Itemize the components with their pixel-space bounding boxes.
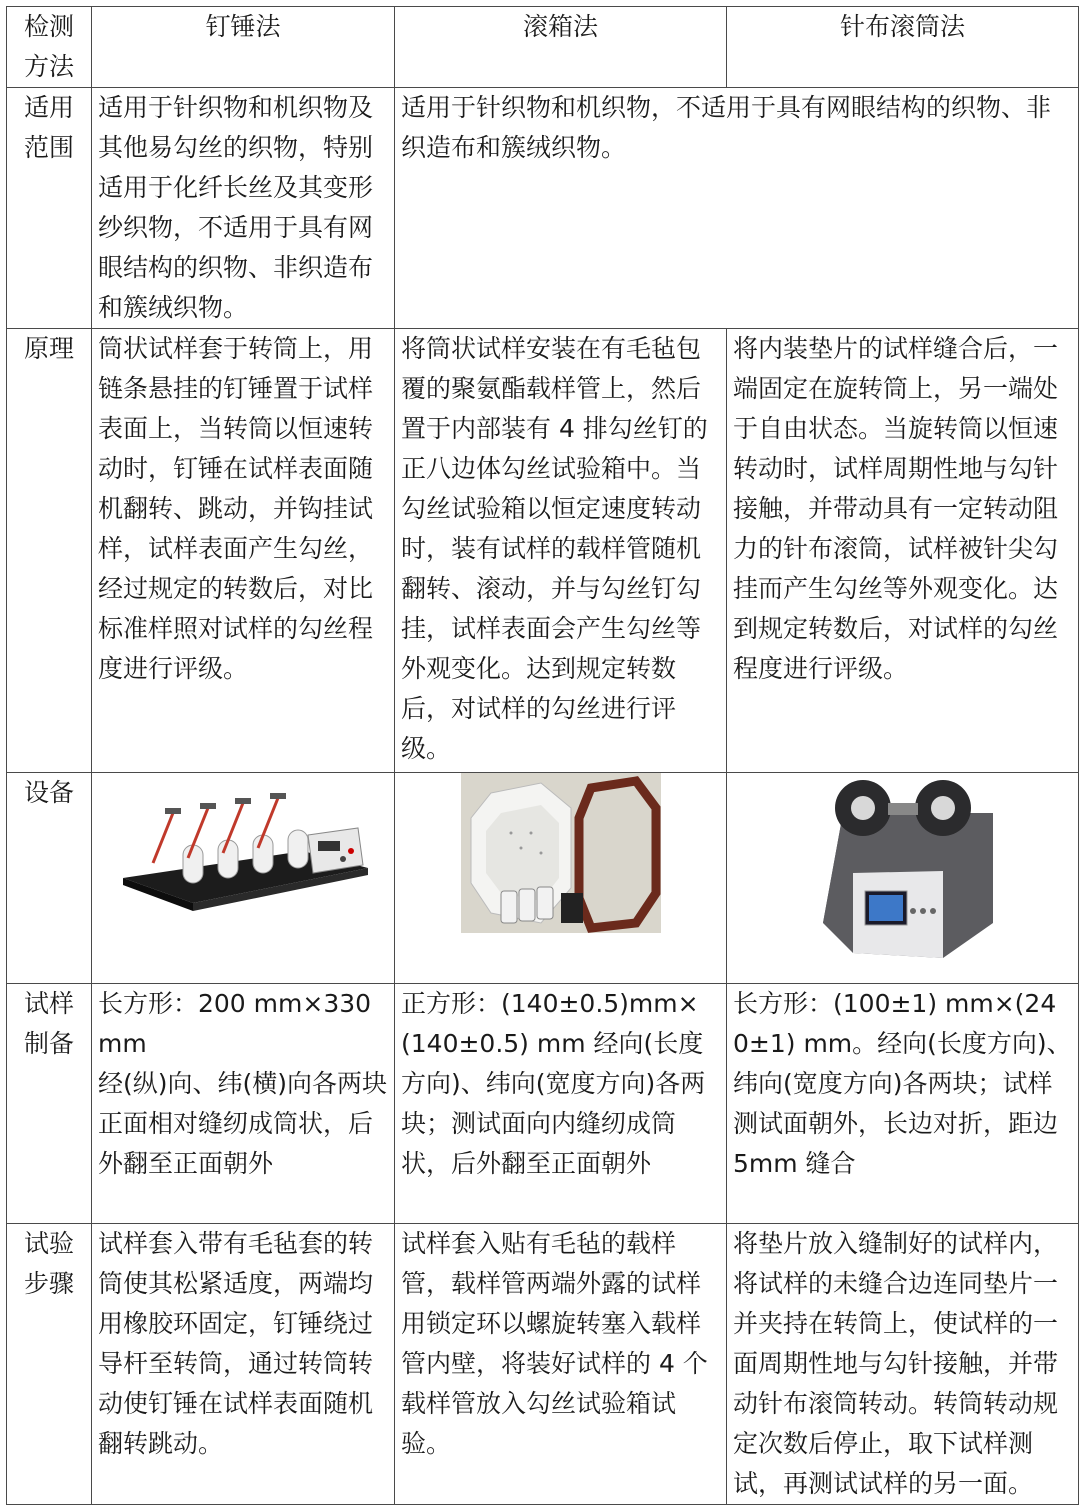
procedure-drum: 将垫片放入缝制好的试样内，将试样的未缝合边连同垫片一并夹持在转筒上，使试样的一面周期性地与勾针接触，并带动针布滚筒转动。转筒转动规定次数后停止，取下试样测试，再测试试样的另一面。 — [727, 1224, 1079, 1505]
scope-hammer: 适用于针织物和机织物及其他易勾丝的织物，特别适用于化纤长丝及其变形纱织物，不适用于具有网眼结构的织物、非织造布和簇绒织物。 — [92, 88, 395, 329]
col-header-hammer: 钉锤法 — [92, 7, 395, 88]
principle-box: 将筒状试样安装在有毛毡包覆的聚氨酯载样管上，然后置于内部装有 4 排勾丝钉的正八边体勾丝试验箱中。当勾丝试验箱以恒定速度转动时，装有试样的载样管随机翻转、滚动，并与勾丝钉勾挂，试样表面会产生勾丝等外观变化。达到规定转数后，对试样的勾丝进行评级。 — [395, 329, 727, 773]
principle-row — [7, 329, 1079, 773]
sample-prep-hammer: 长方形：200 mm×330 mm 经(纵)向、纬(横)向各两块 正面相对缝纫成筒状，后外翻至正面朝外 — [92, 984, 395, 1224]
header-row — [7, 7, 1079, 88]
equipment-box-cell — [395, 773, 727, 984]
hammer-tester-icon — [113, 773, 373, 913]
sample-prep-row — [7, 984, 1079, 1224]
corner-header: 检测 方法 — [7, 7, 92, 88]
row-label-procedure: 试验 步骤 — [7, 1224, 92, 1505]
principle-drum: 将内装垫片的试样缝合后，一端固定在旋转筒上，另一端处于自由状态。当旋转筒以恒速转动时，试样周期性地与勾针接触，并带动具有一定转动阻力的针布滚筒，试样被针尖勾挂而产生勾丝等外观变化。达到规定转数后，对试样的勾丝程度进行评级。 — [727, 329, 1079, 773]
row-label-equipment: 设备 — [7, 773, 92, 984]
scope-row — [7, 88, 1079, 329]
sample-prep-box: 正方形：(140±0.5)mm×(140±0.5) mm 经向(长度方向)、纬向(宽度方向)各两块；测试面向内缝纫成筒状，后外翻至正面朝外 — [395, 984, 727, 1224]
procedure-hammer: 试样套入带有毛毡套的转筒使其松紧适度，两端均用橡胶环固定，钉锤绕过导杆至转筒，通过转筒转动使钉锤在试样表面随机翻转跳动。 — [92, 1224, 395, 1505]
procedure-row — [7, 1224, 1079, 1505]
equipment-hammer-cell — [92, 773, 395, 984]
col-header-box: 滚箱法 — [395, 7, 727, 88]
sample-prep-drum: 长方形：(100±1) mm×(240±1) mm。经向(长度方向)、纬向(宽度方向)各两块；试样测试面朝外，长边对折，距边5mm 缝合 — [727, 984, 1079, 1224]
col-header-drum: 针布滚筒法 — [727, 7, 1079, 88]
row-label-scope: 适用 范围 — [7, 88, 92, 329]
row-label-sample-prep: 试样 制备 — [7, 984, 92, 1224]
octagon-box-tester-icon — [461, 773, 661, 933]
row-label-principle: 原理 — [7, 329, 92, 773]
procedure-box: 试样套入贴有毛毡的载样管，载样管两端外露的试样用锁定环以螺旋转塞入载样管内壁，将装好试样的 4 个载样管放入勾丝试验箱试验。 — [395, 1224, 727, 1505]
scope-box-drum: 适用于针织物和机织物，不适用于具有网眼结构的织物、非织造布和簇绒织物。 — [395, 88, 1079, 329]
principle-hammer: 筒状试样套于转筒上，用链条悬挂的钉锤置于试样表面上，当转筒以恒速转动时，钉锤在试样表面随机翻转、跳动，并钩挂试样，试样表面产生勾丝，经过规定的转数后，对比标准样照对试样的勾丝程度进行评级。 — [92, 329, 395, 773]
equipment-drum-cell — [727, 773, 1079, 984]
needle-drum-tester-icon — [793, 773, 1013, 963]
equipment-row — [7, 773, 1079, 984]
snagging-methods-table — [6, 6, 1079, 1505]
